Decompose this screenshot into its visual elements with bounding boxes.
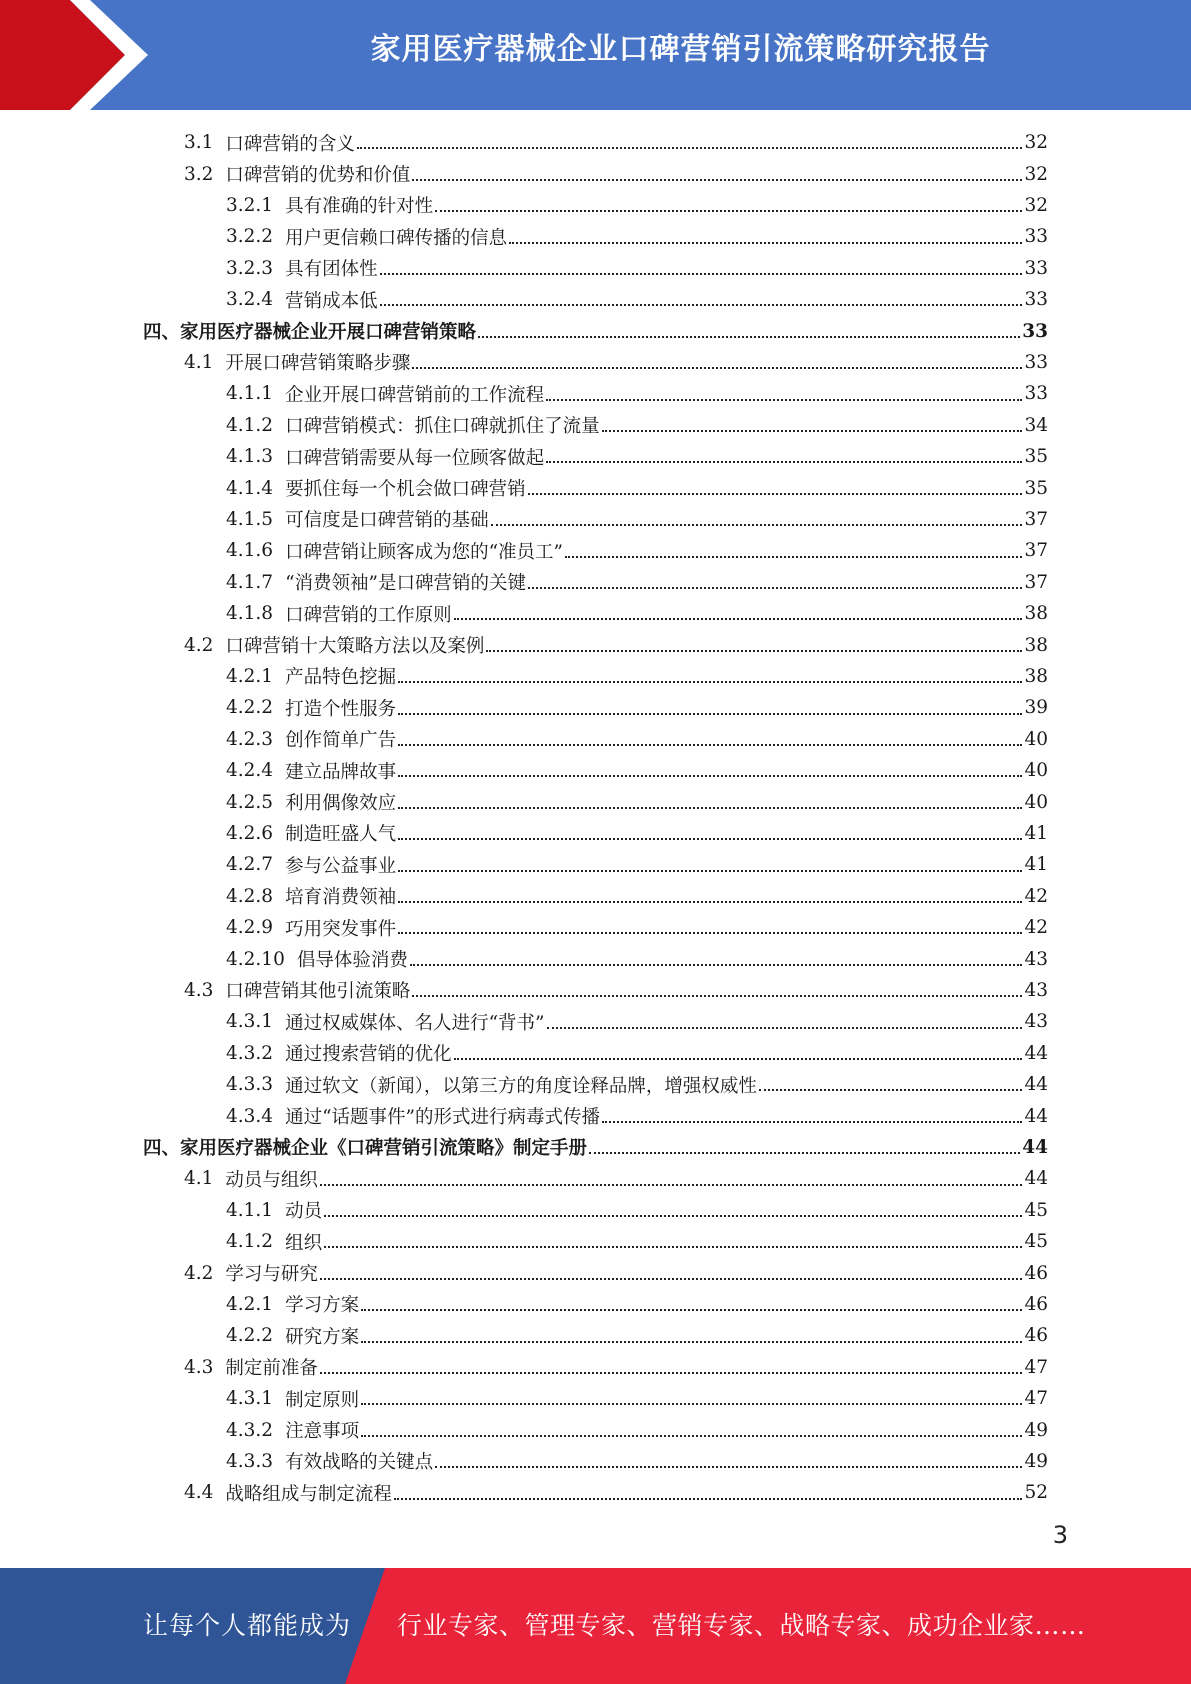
toc-dot-leader <box>398 774 1022 777</box>
toc-entry-number: 3.2 <box>184 163 214 185</box>
toc-dot-leader <box>486 649 1022 652</box>
toc-entry-number: 4.3.2 <box>226 1042 274 1064</box>
toc-entry[interactable] <box>0 1257 1048 1288</box>
toc-entry-page: 32 <box>1024 132 1048 154</box>
toc-entry-title: 具有团体性 <box>285 259 378 281</box>
toc-entry-title: 制造旺盛人气 <box>285 824 397 846</box>
toc-entry-title: 注意事项 <box>285 1421 360 1443</box>
toc-entry-title: 制定原则 <box>285 1389 360 1411</box>
toc-entry[interactable] <box>0 1352 1048 1383</box>
toc-entry-title: 家用医疗器械企业《口碑营销引流策略》制定手册 <box>180 1138 588 1160</box>
toc-dot-leader <box>320 1183 1023 1186</box>
toc-entry-number: 3.2.4 <box>226 289 274 311</box>
toc-entry-page: 40 <box>1024 728 1048 750</box>
toc-entry-number: 3.1 <box>184 132 214 154</box>
toc-dot-leader <box>398 806 1022 809</box>
toc-entry[interactable] <box>0 1132 1048 1163</box>
toc-dot-leader <box>528 586 1022 589</box>
toc-dot-leader <box>361 1434 1022 1437</box>
toc-entry-title: 学习与研究 <box>225 1264 318 1286</box>
toc-entry-page: 38 <box>1024 634 1048 656</box>
toc-entry-title: 巧用突发事件 <box>285 918 397 940</box>
toc-entry-page: 32 <box>1024 194 1048 216</box>
toc-entry-page: 43 <box>1024 1011 1048 1033</box>
toc-entry-page: 46 <box>1024 1325 1048 1347</box>
toc-entry[interactable] <box>0 567 1048 598</box>
toc-entry-page: 44 <box>1024 1105 1048 1127</box>
toc-entry-number: 4.2.1 <box>226 665 274 687</box>
toc-entry-page: 38 <box>1024 603 1048 625</box>
toc-entry-title: 学习方案 <box>285 1295 360 1317</box>
toc-entry-number: 4.2.5 <box>226 791 274 813</box>
toc-entry-title: 通过权威媒体、名人进行“背书” <box>285 1012 545 1034</box>
report-title: 家用医疗器械企业口碑营销引流策略研究报告 <box>370 32 991 67</box>
toc-entry[interactable] <box>0 1477 1048 1508</box>
toc-entry[interactable] <box>0 127 1048 158</box>
toc-entry-title: 通过软文（新闻），以第三方的角度诠释品牌，增强权威性 <box>285 1075 757 1097</box>
toc-dot-leader <box>410 963 1023 966</box>
toc-entry[interactable] <box>0 253 1048 284</box>
toc-entry-number: 4.2.8 <box>226 885 274 907</box>
toc-entry-page: 33 <box>1022 320 1048 342</box>
toc-entry[interactable] <box>0 1383 1048 1414</box>
toc-entry-page: 43 <box>1024 948 1048 970</box>
toc-dot-leader <box>324 1245 1022 1248</box>
toc-entry-number: 4.1.1 <box>226 1199 274 1221</box>
toc-entry-page: 49 <box>1024 1450 1048 1472</box>
toc-dot-leader <box>565 555 1022 558</box>
toc-dot-leader <box>320 1371 1023 1374</box>
toc-entry[interactable] <box>0 818 1048 849</box>
toc-entry-number: 4.3.3 <box>226 1074 274 1096</box>
toc-dot-leader <box>546 460 1022 463</box>
toc-entry-title: 用户更信赖口碑传播的信息 <box>285 227 508 249</box>
toc-entry[interactable] <box>0 1163 1048 1194</box>
toc-entry-page: 37 <box>1024 540 1048 562</box>
toc-entry-title: 家用医疗器械企业开展口碑营销策略 <box>180 322 477 344</box>
toc-dot-leader <box>394 1497 1023 1500</box>
toc-entry-number: 4.1.2 <box>226 414 274 436</box>
toc-entry-title: 营销成本低 <box>285 290 378 312</box>
toc-dot-leader <box>491 523 1023 526</box>
toc-entry-title: 企业开展口碑营销前的工作流程 <box>285 384 545 406</box>
toc-entry-page: 40 <box>1024 760 1048 782</box>
toc-entry-number: 4.2.2 <box>226 1325 274 1347</box>
toc-entry-title: 创作简单广告 <box>285 730 397 752</box>
toc-entry-title: 要抓住每一个机会做口碑营销 <box>285 479 526 501</box>
toc-entry[interactable] <box>0 315 1048 346</box>
toc-entry-number: 4.3.2 <box>226 1419 274 1441</box>
toc-entry-title: 打造个性服务 <box>285 698 397 720</box>
toc-entry[interactable] <box>0 1414 1048 1445</box>
toc-entry-number: 4.1.6 <box>226 540 274 562</box>
toc-entry-number: 4.3.3 <box>226 1450 274 1472</box>
toc-entry-title: 建立品牌故事 <box>285 761 397 783</box>
toc-entry-number: 4.3 <box>184 1356 214 1378</box>
toc-dot-leader <box>509 241 1022 244</box>
toc-entry-page: 33 <box>1024 257 1048 279</box>
toc-entry[interactable] <box>0 1195 1048 1226</box>
toc-entry[interactable] <box>0 1069 1048 1100</box>
toc-entry-title: 有效战略的关键点 <box>285 1452 434 1474</box>
page-header <box>0 0 1191 110</box>
toc-entry-number: 4.1.1 <box>226 383 274 405</box>
toc-entry-page: 44 <box>1022 1136 1048 1158</box>
toc-entry-page: 40 <box>1024 791 1048 813</box>
toc-dot-leader <box>398 837 1022 840</box>
toc-dot-leader <box>398 931 1022 934</box>
toc-dot-leader <box>547 1026 1023 1029</box>
toc-entry-page: 42 <box>1024 885 1048 907</box>
toc-dot-leader <box>398 680 1022 683</box>
toc-dot-leader <box>589 1151 1020 1154</box>
toc-entry[interactable] <box>0 1446 1048 1477</box>
toc-dot-leader <box>412 994 1022 997</box>
toc-dot-leader <box>361 1340 1022 1343</box>
toc-entry-page: 46 <box>1024 1262 1048 1284</box>
toc-entry[interactable] <box>0 661 1048 692</box>
toc-entry-page: 47 <box>1024 1388 1048 1410</box>
toc-entry-title: 战略组成与制定流程 <box>225 1483 392 1505</box>
toc-entry[interactable] <box>0 1038 1048 1069</box>
toc-entry-page: 33 <box>1024 289 1048 311</box>
toc-entry-page: 45 <box>1024 1231 1048 1253</box>
header-arrow-decoration <box>0 0 160 110</box>
toc-entry-page: 37 <box>1024 571 1048 593</box>
toc-entry-page: 45 <box>1024 1199 1048 1221</box>
toc-entry-number: 3.2.2 <box>226 226 274 248</box>
toc-entry-page: 37 <box>1024 508 1048 530</box>
toc-entry-title: 通过“话题事件”的形式进行病毒式传播 <box>285 1107 600 1129</box>
toc-entry[interactable] <box>0 849 1048 880</box>
toc-entry-number: 4.3.1 <box>226 1388 274 1410</box>
toc-entry-title: 口碑营销让顾客成为您的“准员工” <box>285 541 563 563</box>
toc-entry-page: 52 <box>1024 1482 1048 1504</box>
toc-entry-number: 4.3 <box>184 979 214 1001</box>
toc-entry-number: 4.2.2 <box>226 697 274 719</box>
toc-entry[interactable] <box>0 472 1048 503</box>
toc-entry-number: 4.1.7 <box>226 571 274 593</box>
toc-dot-leader <box>454 617 1023 620</box>
toc-entry-number: 四、 <box>143 322 181 344</box>
toc-dot-leader <box>412 366 1022 369</box>
footer-slogan-right: 行业专家、管理专家、营销专家、战略专家、成功企业家…… <box>397 1611 1086 1640</box>
footer-slogan-left: 让每个人都能成为 <box>143 1611 352 1640</box>
toc-entry-page: 44 <box>1024 1042 1048 1064</box>
toc-entry-title: 产品特色挖掘 <box>285 667 397 689</box>
toc-entry[interactable] <box>0 158 1048 189</box>
toc-dot-leader <box>380 303 1023 306</box>
toc-dot-leader <box>435 209 1022 212</box>
toc-dot-leader <box>602 429 1023 432</box>
toc-entry[interactable] <box>0 629 1048 660</box>
toc-entry[interactable] <box>0 598 1048 629</box>
toc-entry-number: 4.2.6 <box>226 822 274 844</box>
toc-dot-leader <box>320 1277 1023 1280</box>
toc-entry-page: 49 <box>1024 1419 1048 1441</box>
toc-entry-number: 4.4 <box>184 1482 214 1504</box>
toc-entry-page: 44 <box>1024 1168 1048 1190</box>
toc-entry[interactable] <box>0 755 1048 786</box>
toc-dot-leader <box>478 335 1020 338</box>
toc-entry-page: 42 <box>1024 917 1048 939</box>
toc-entry-number: 4.2.3 <box>226 728 274 750</box>
toc-entry-title: “消费领袖”是口碑营销的关键 <box>285 573 526 595</box>
toc-entry-page: 46 <box>1024 1293 1048 1315</box>
toc-entry-title: 具有准确的针对性 <box>285 196 434 218</box>
toc-entry-number: 4.2.9 <box>226 917 274 939</box>
toc-entry-number: 4.2.1 <box>226 1293 274 1315</box>
toc-entry-title: 口碑营销的工作原则 <box>285 604 452 626</box>
toc-entry[interactable] <box>0 410 1048 441</box>
toc-entry-number: 4.3.1 <box>226 1011 274 1033</box>
toc-entry[interactable] <box>0 441 1048 472</box>
toc-entry-title: 口碑营销模式：抓住口碑就抓住了流量 <box>285 416 600 438</box>
toc-entry-number: 4.2.4 <box>226 760 274 782</box>
toc-entry[interactable] <box>0 535 1048 566</box>
toc-dot-leader <box>398 900 1022 903</box>
toc-entry-page: 39 <box>1024 697 1048 719</box>
toc-entry-page: 41 <box>1024 854 1048 876</box>
toc-entry[interactable] <box>0 724 1048 755</box>
toc-entry-number: 4.2.10 <box>226 948 285 970</box>
toc-entry-number: 4.1.5 <box>226 508 274 530</box>
toc-entry[interactable] <box>0 912 1048 943</box>
toc-entry-title: 制定前准备 <box>225 1358 318 1380</box>
toc-entry-number: 4.1 <box>184 351 214 373</box>
toc-entry-page: 44 <box>1024 1074 1048 1096</box>
toc-entry[interactable] <box>0 284 1048 315</box>
toc-entry-title: 通过搜索营销的优化 <box>285 1044 452 1066</box>
toc-entry[interactable] <box>0 786 1048 817</box>
toc-dot-leader <box>759 1088 1023 1091</box>
toc-entry-number: 4.1.2 <box>226 1231 274 1253</box>
toc-dot-leader <box>454 1057 1023 1060</box>
toc-dot-leader <box>602 1120 1022 1123</box>
toc-entry-title: 组织 <box>285 1232 323 1254</box>
toc-entry-number: 4.3.4 <box>226 1105 274 1127</box>
toc-entry[interactable] <box>0 504 1048 535</box>
toc-dot-leader <box>546 398 1022 401</box>
page-footer <box>0 1568 1191 1684</box>
toc-entry-title: 开展口碑营销策略步骤 <box>225 353 411 375</box>
toc-entry-number: 4.1.3 <box>226 446 274 468</box>
toc-entry-page: 47 <box>1024 1356 1048 1378</box>
toc-entry[interactable] <box>0 1226 1048 1257</box>
toc-dot-leader <box>361 1402 1022 1405</box>
toc-entry-page: 32 <box>1024 163 1048 185</box>
toc-dot-leader <box>412 178 1022 181</box>
toc-entry[interactable] <box>0 943 1048 974</box>
toc-dot-leader <box>324 1214 1022 1217</box>
toc-entry-number: 四、 <box>143 1138 181 1160</box>
toc-entry-title: 倡导体验消费 <box>296 950 408 972</box>
toc-entry-number: 4.1 <box>184 1168 214 1190</box>
toc-entry-title: 口碑营销其他引流策略 <box>225 981 411 1003</box>
toc-entry-number: 4.1.8 <box>226 603 274 625</box>
toc-dot-leader <box>398 743 1022 746</box>
toc-entry-number: 3.2.3 <box>226 257 274 279</box>
toc-entry[interactable] <box>0 692 1048 723</box>
toc-entry-title: 口碑营销十大策略方法以及案例 <box>225 636 485 658</box>
toc-entry[interactable] <box>0 975 1048 1006</box>
toc-entry[interactable] <box>0 221 1048 252</box>
toc-entry-number: 4.2.7 <box>226 854 274 876</box>
toc-entry[interactable] <box>0 1289 1048 1320</box>
toc-entry-page: 43 <box>1024 979 1048 1001</box>
toc-entry-page: 38 <box>1024 665 1048 687</box>
toc-entry-page: 33 <box>1024 226 1048 248</box>
toc-entry-number: 4.2 <box>184 634 214 656</box>
toc-dot-leader <box>357 146 1023 149</box>
toc-entry[interactable] <box>0 347 1048 378</box>
toc-entry-page: 41 <box>1024 822 1048 844</box>
toc-entry[interactable] <box>0 1006 1048 1037</box>
toc-entry-title: 参与公益事业 <box>285 855 397 877</box>
toc-entry-title: 动员 <box>285 1201 323 1223</box>
toc-entry-page: 35 <box>1024 477 1048 499</box>
toc-entry-title: 口碑营销需要从每一位顾客做起 <box>285 447 545 469</box>
toc-entry-title: 利用偶像效应 <box>285 793 397 815</box>
toc-entry[interactable] <box>0 1320 1048 1351</box>
toc-entry-title: 口碑营销的含义 <box>225 133 355 155</box>
toc-entry-page: 34 <box>1024 414 1048 436</box>
page-number: 3 <box>1052 1521 1068 1549</box>
toc-entry-page: 35 <box>1024 446 1048 468</box>
toc-entry-title: 可信度是口碑营销的基础 <box>285 510 489 532</box>
toc-dot-leader <box>398 712 1022 715</box>
toc-dot-leader <box>435 1465 1022 1468</box>
toc-entry[interactable] <box>0 378 1048 409</box>
toc-entry-number: 3.2.1 <box>226 194 274 216</box>
toc-dot-leader <box>380 272 1023 275</box>
toc-entry-number: 4.1.4 <box>226 477 274 499</box>
toc-dot-leader <box>528 492 1023 495</box>
toc-entry-number: 4.2 <box>184 1262 214 1284</box>
toc-entry-page: 33 <box>1024 351 1048 373</box>
toc-entry-title: 口碑营销的优势和价值 <box>225 165 411 187</box>
toc-entry-title: 动员与组织 <box>225 1169 318 1191</box>
toc-entry-title: 研究方案 <box>285 1326 360 1348</box>
toc-entry[interactable] <box>0 1100 1048 1131</box>
toc-entry[interactable] <box>0 881 1048 912</box>
toc-entry[interactable] <box>0 190 1048 221</box>
toc-entry-page: 33 <box>1024 383 1048 405</box>
toc-dot-leader <box>361 1308 1022 1311</box>
toc-dot-leader <box>398 869 1022 872</box>
toc-entry-title: 培育消费领袖 <box>285 887 397 909</box>
